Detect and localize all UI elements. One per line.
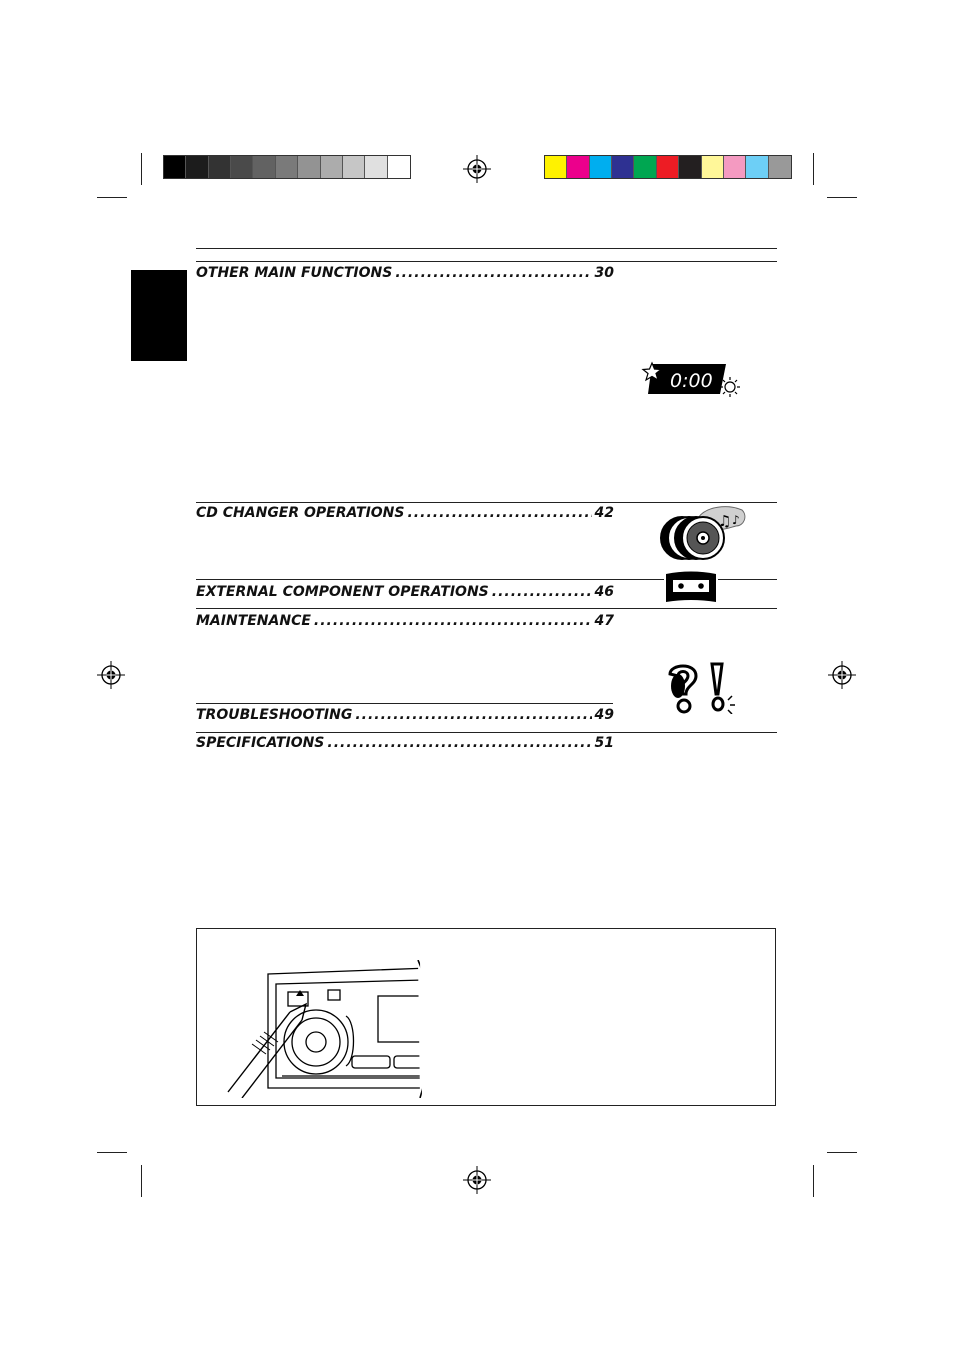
grayscale-swatch [253,156,275,178]
registration-mark-icon [463,155,491,183]
toc-entry-cd-changer[interactable] [196,503,614,523]
reset-button-illustration [224,960,440,1098]
color-swatch [567,156,589,178]
grayscale-swatch [209,156,231,178]
toc-page: 49 [594,707,614,723]
crop-mark [141,153,142,185]
grayscale-swatch [321,156,343,178]
divider [196,248,777,249]
toc-leader [355,705,591,725]
crop-mark [827,197,857,198]
grayscale-swatch [365,156,387,178]
toc-title: EXTERNAL COMPONENT OPERATIONS [196,584,489,600]
toc-title: TROUBLESHOOTING [196,707,353,723]
crop-mark [813,1165,814,1197]
grayscale-swatch [343,156,365,178]
registration-mark-icon [828,661,856,689]
divider [196,579,664,580]
grayscale-swatch [276,156,298,178]
color-swatch [769,156,791,178]
divider [196,703,613,704]
toc-title: CD CHANGER OPERATIONS [196,505,405,521]
svg-text:♪: ♪ [732,513,740,527]
registration-mark-icon [97,661,125,689]
cd-stack-icon [658,502,750,564]
toc-entry-specifications[interactable] [196,733,614,753]
question-exclamation-icon [660,660,740,714]
toc-title: SPECIFICATIONS [196,735,325,751]
crop-mark [141,1165,142,1197]
color-swatch [657,156,679,178]
toc-leader [395,263,591,283]
toc-entry-other-main-functions[interactable] [196,263,614,283]
crop-mark [827,1152,857,1153]
toc-leader [407,503,591,523]
toc-title: MAINTENANCE [196,613,311,629]
grayscale-swatch [164,156,186,178]
toc-page: 46 [594,584,614,600]
grayscale-bar [163,155,411,179]
divider [196,608,777,609]
crop-mark [813,153,814,185]
toc-title: OTHER MAIN FUNCTIONS [196,265,393,281]
grayscale-swatch [298,156,320,178]
color-swatch [724,156,746,178]
cassette-icon [663,571,719,605]
color-swatch [702,156,724,178]
crop-mark [97,1152,127,1153]
toc-entry-external-component[interactable] [196,582,614,602]
toc-page: 42 [594,505,614,521]
toc-leader [314,611,592,631]
divider [718,579,777,580]
grayscale-swatch [388,156,410,178]
color-swatch [590,156,612,178]
registration-mark-icon [463,1166,491,1194]
toc-leader [492,582,592,602]
crop-mark [97,197,127,198]
clock-display-icon [640,360,744,398]
color-bar [544,155,792,179]
toc-page: 51 [594,735,614,751]
language-tab [131,270,187,361]
color-swatch [746,156,768,178]
color-swatch [545,156,567,178]
toc-page: 47 [594,613,614,629]
clock-display-text: 0:00 [670,370,713,392]
grayscale-swatch [231,156,253,178]
grayscale-swatch [186,156,208,178]
toc-leader [327,733,591,753]
toc-entry-troubleshooting[interactable] [196,705,614,725]
toc-page: 30 [594,265,614,281]
color-swatch [679,156,701,178]
toc-entry-maintenance[interactable] [196,611,614,631]
color-swatch [634,156,656,178]
divider [196,261,777,262]
svg-text:♫: ♫ [718,512,732,530]
color-swatch [612,156,634,178]
